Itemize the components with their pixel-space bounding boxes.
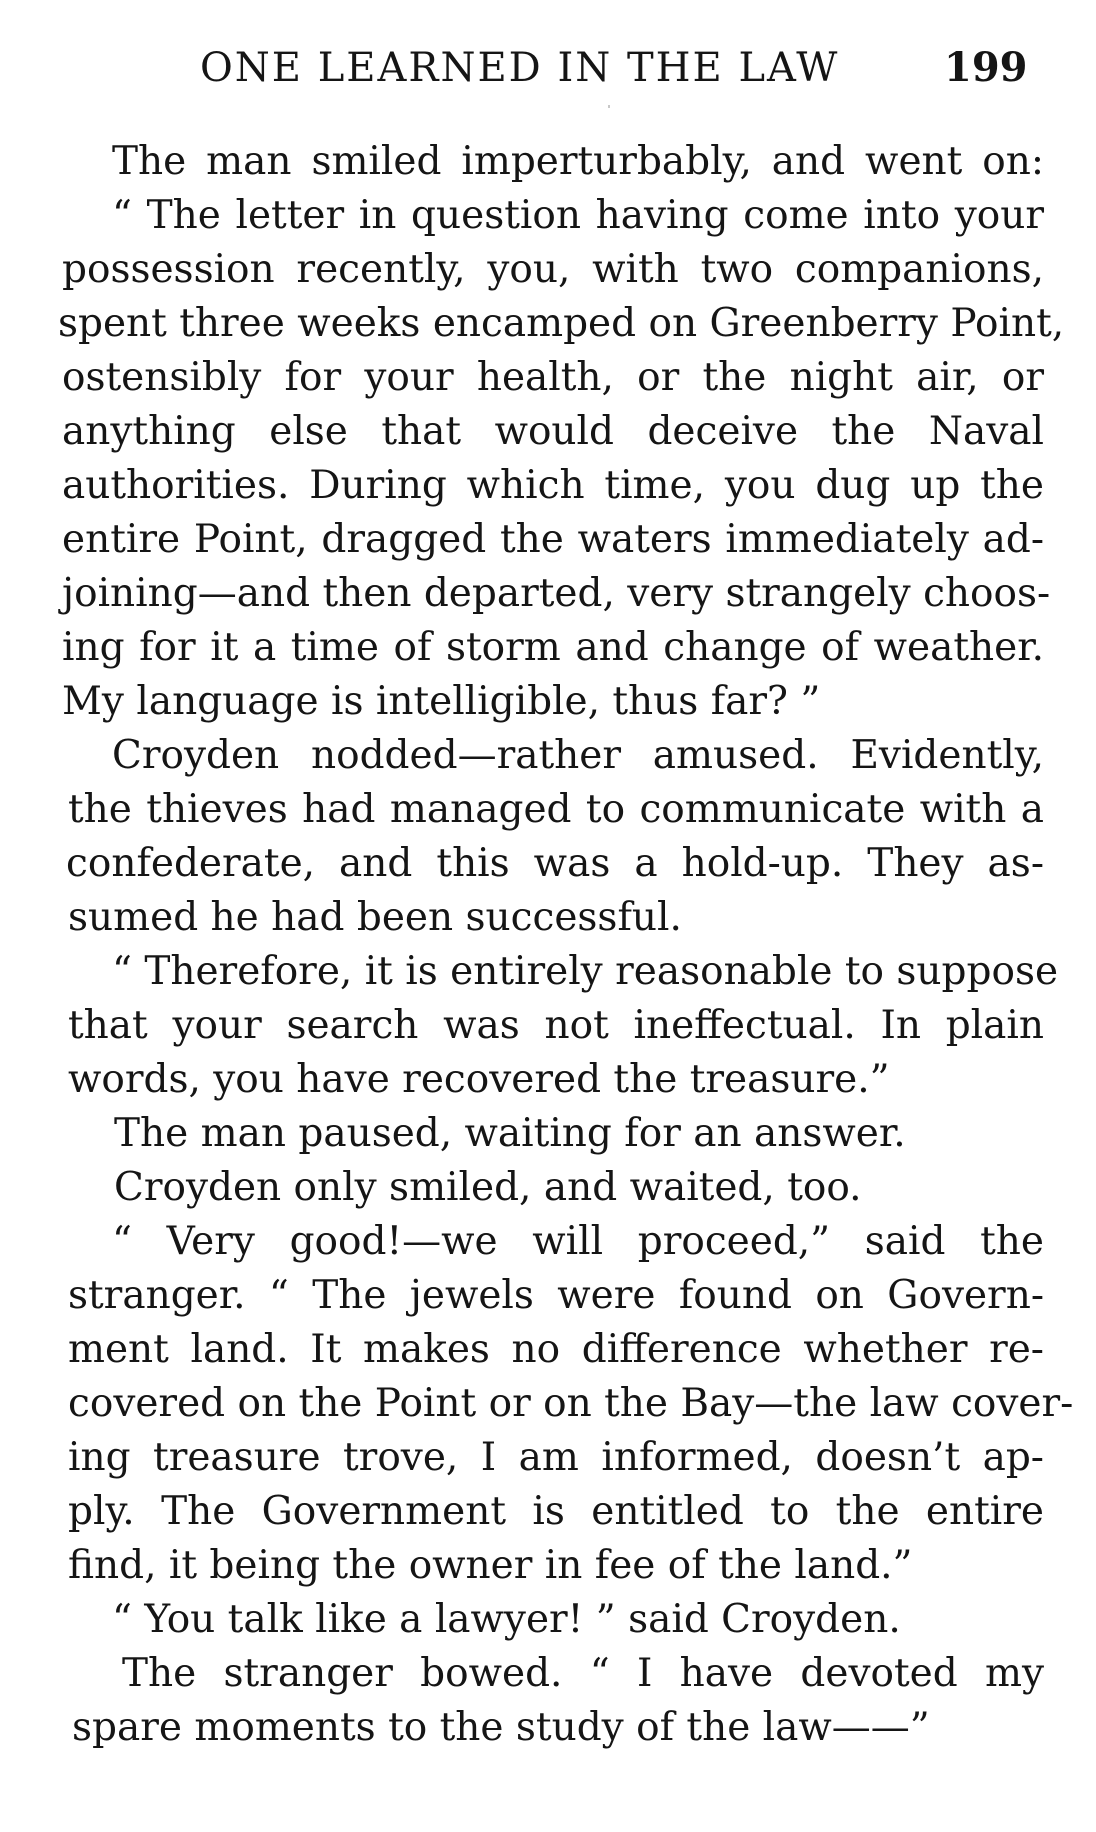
text-line: ostensibly for your health, or the night air, or <box>62 355 1044 400</box>
text-line: “ Very good!—we will proceed,” said the <box>112 1219 1044 1264</box>
text-line: Croyden nodded—rather amused. Evidently, <box>112 733 1044 778</box>
text-line: spent three weeks encamped on Greenberry Point, <box>58 301 1065 346</box>
text-line: “ The letter in question having come into your <box>112 193 1044 238</box>
text-line: words, you have recovered the treasure.” <box>68 1057 890 1102</box>
text-line: that your search was not ineffectual. In plain <box>68 1003 1044 1048</box>
text-line: anything else that would deceive the Naval <box>62 409 1044 454</box>
text-line: The man paused, waiting for an answer. <box>114 1111 906 1156</box>
text-line: possession recently, you, with two companions, <box>62 247 1044 292</box>
text-line: confederate, and this was a hold-up. They as- <box>66 841 1044 886</box>
text-line: ment land. It makes no difference whether re- <box>68 1327 1044 1372</box>
text-line: the thieves had managed to communicate with a <box>68 787 1044 832</box>
running-head <box>200 38 1040 98</box>
text-line: spare moments to the study of the law——” <box>72 1705 930 1750</box>
page-number: 199 <box>944 44 1028 91</box>
text-line: find, it being the owner in fee of the land.” <box>68 1543 913 1588</box>
text-line: joining—and then departed, very strangely choos- <box>62 571 1051 616</box>
text-line: covered on the Point or on the Bay—the law cover- <box>68 1381 1074 1426</box>
text-line: entire Point, dragged the waters immediately ad- <box>62 517 1044 562</box>
text-line: My language is intelligible, thus far? ” <box>62 679 821 724</box>
text-line: sumed he had been successful. <box>68 895 682 940</box>
text-line: ply. The Government is entitled to the entire <box>68 1489 1044 1534</box>
text-line: stranger. “ The jewels were found on Govern- <box>68 1273 1044 1318</box>
text-line: Croyden only smiled, and waited, too. <box>114 1165 862 1210</box>
chapter-title: ONE LEARNED IN THE LAW <box>200 45 840 91</box>
text-line: ing for it a time of storm and change of weather. <box>62 625 1044 670</box>
text-line: The stranger bowed. “ I have devoted my <box>122 1651 1044 1696</box>
text-line: “ Therefore, it is entirely reasonable to suppose <box>112 949 1059 994</box>
text-line: authorities. During which time, you dug up the <box>62 463 1044 508</box>
paper-speck <box>608 105 610 108</box>
text-line: ing treasure trove, I am informed, doesn’t ap- <box>68 1435 1044 1480</box>
text-line: The man smiled imperturbably, and went on: <box>112 139 1044 184</box>
text-line: “ You talk like a lawyer! ” said Croyden. <box>112 1597 901 1642</box>
